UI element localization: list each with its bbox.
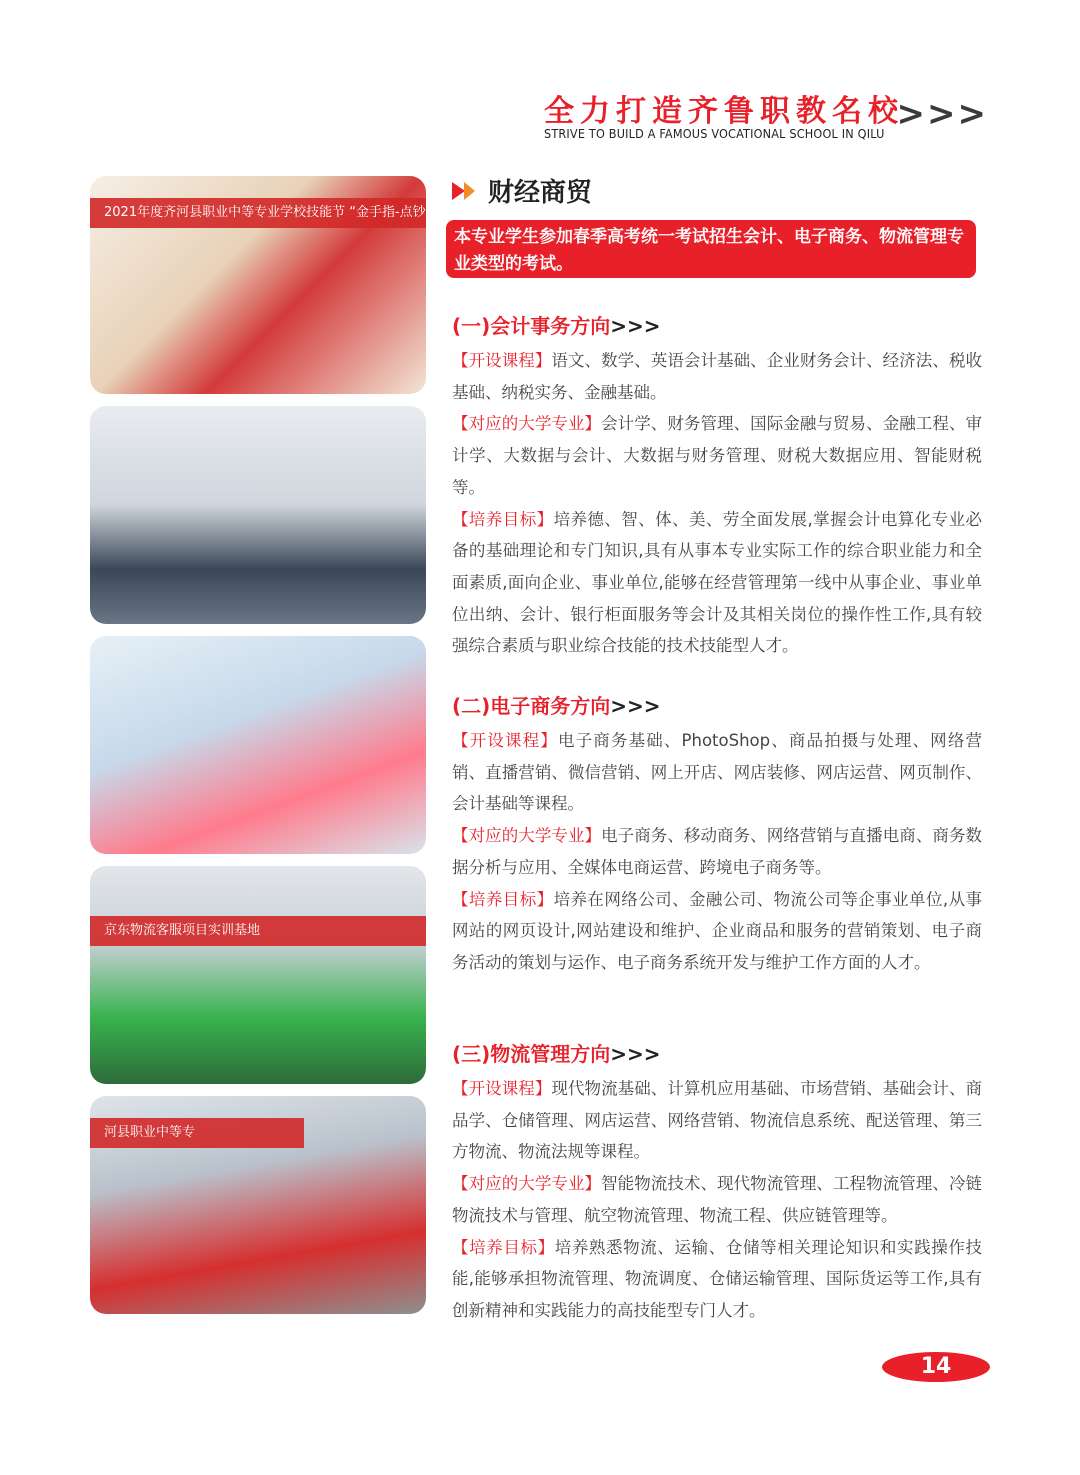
photo-ecommerce-room — [90, 636, 426, 854]
header-title-en: STRIVE TO BUILD A FAMOUS VOCATIONAL SCHOOL IN QILU — [544, 126, 885, 141]
page-header — [540, 86, 1000, 146]
header-arrows: >>> — [896, 94, 988, 134]
block-accounting — [452, 310, 982, 662]
photo-banner: 京东物流客服项目实训基地 — [90, 916, 426, 946]
block-logistics — [452, 1038, 982, 1327]
block-title: (二)电子商务方向>>> — [452, 694, 661, 718]
major-paragraph: 【对应的大学专业】智能物流技术、现代物流管理、工程物流管理、冷链物流技术与管理、航空物流管理、物流工程、供应链管理等。 — [452, 1174, 983, 1225]
course-paragraph: 【开设课程】电子商务基础、PhotoShop、商品拍摄与处理、网络营销、直播营销、微信营销、网上开店、网店装修、网店运营、网页制作、会计基础等课程。 — [452, 731, 983, 814]
block-title: (一)会计事务方向>>> — [452, 314, 661, 338]
header-title-cn: 全力打造齐鲁职教名校 — [544, 94, 904, 129]
major-paragraph: 【对应的大学专业】电子商务、移动商务、网络营销与直播电商、商务数据分析与应用、全媒体电商运营、跨境电子商务等。 — [452, 826, 983, 877]
section-title-text: 财经商贸 — [488, 178, 593, 208]
page-number: 14 — [882, 1352, 990, 1382]
photo-forklift-training — [90, 1096, 426, 1314]
goal-paragraph: 【培养目标】培养在网络公司、金融公司、物流公司等企事业单位,从事网站的网页设计,网站建设和维护、企业商品和服务的营销策划、电子商务活动的策划与运作、电子商务系统开发与维护工作方面的人才。 — [452, 889, 983, 972]
photo-cash-counting-contest — [90, 176, 489, 394]
play-icon — [464, 182, 475, 200]
major-paragraph: 【对应的大学专业】会计学、财务管理、国际金融与贸易、金融工程、审计学、大数据与会计、大数据与财务管理、财税大数据应用、智能财税等。 — [452, 414, 983, 497]
course-paragraph: 【开设课程】语文、数学、英语会计基础、企业财务会计、经济法、税收基础、纳税实务、金融基础。 — [452, 351, 983, 402]
photo-banner: 河县职业中等专 — [90, 1118, 304, 1148]
block-ecommerce — [452, 690, 982, 979]
photo-computer-lab — [90, 406, 426, 624]
photo-logistics-service-base — [90, 866, 426, 1084]
course-paragraph: 【开设课程】现代物流基础、计算机应用基础、市场营销、基础会计、商品学、仓储管理、网店运营、网络营销、物流信息系统、配送管理、第三方物流、物流法规等课程。 — [452, 1079, 983, 1162]
goal-paragraph: 【培养目标】培养熟悉物流、运输、仓储等相关理论知识和实践操作技能,能够承担物流管理、物流调度、仓储运输管理、国际货运等工作,具有创新精神和实践能力的高技能型专门人才。 — [452, 1237, 983, 1320]
photo-banner: 2021年度齐河县职业中等专业学校技能节 “金手指-点钞” 项目竞赛 — [90, 198, 426, 228]
section-intro: 本专业学生参加春季高考统一考试招生会计、电子商务、物流管理专业类型的考试。 — [446, 220, 976, 278]
block-title: (三)物流管理方向>>> — [452, 1042, 661, 1066]
goal-paragraph: 【培养目标】培养德、智、体、美、劳全面发展,掌握会计电算化专业必备的基础理论和专门知识,具有从事本专业实际工作的综合职业能力和全面素质,面向企业、事业单位,能够在经营管理第一线中从事企业、事业单位出纳、会计、银行柜面服务等会计及其相关岗位的操作性工作,具有较强综合素质与职业综合技能的技术技能型人才。 — [452, 509, 983, 656]
